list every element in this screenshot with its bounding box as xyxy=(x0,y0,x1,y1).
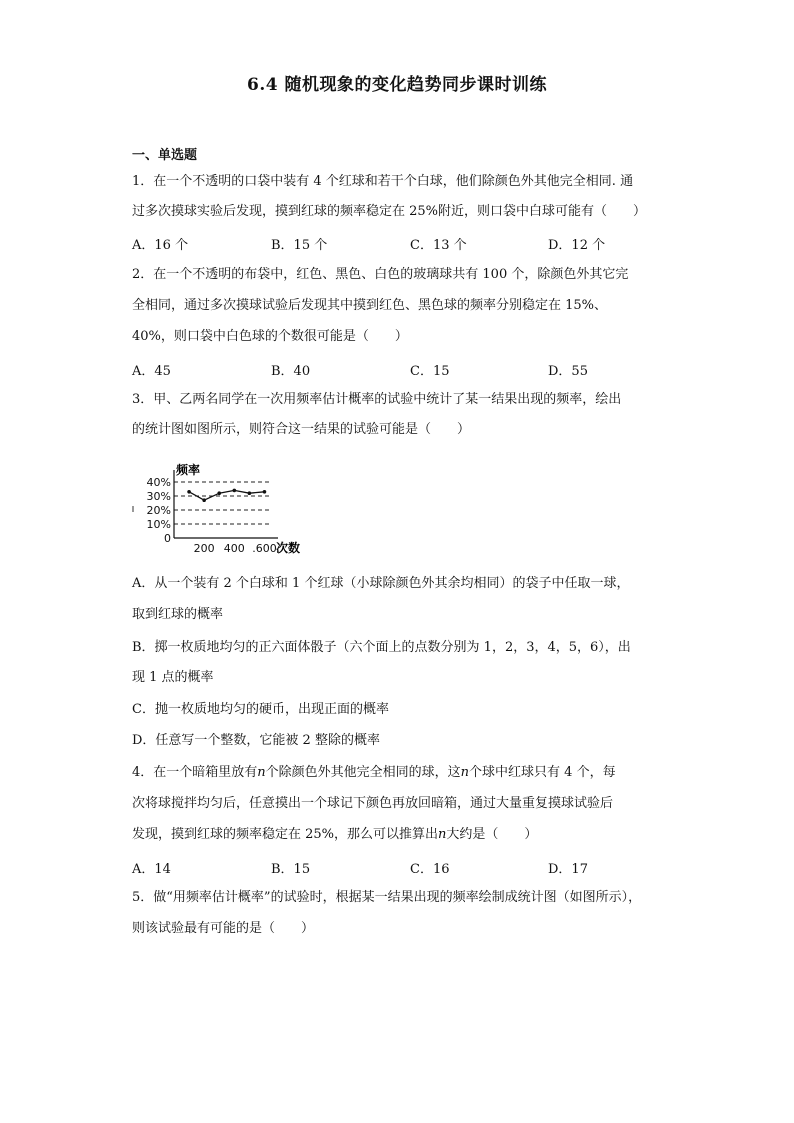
q3-option-a-line-2: 取到红球的概率 xyxy=(132,607,224,622)
q1-option-d[interactable]: D．12 个 xyxy=(548,238,606,253)
q4-line-3 xyxy=(132,825,672,845)
q2-option-d[interactable]: D．55 xyxy=(548,364,588,379)
q3-option-d[interactable]: D．任意写一个整数，它能被 2 整除的概率 xyxy=(132,733,380,748)
q2-option-c[interactable]: C．15 xyxy=(410,364,450,379)
data-point xyxy=(263,490,267,494)
q1-option-c[interactable]: C．13 个 xyxy=(410,238,467,253)
series-line xyxy=(189,490,264,500)
q4-variable-n-3: n xyxy=(438,827,447,842)
q4-option-c[interactable]: C．16 xyxy=(410,862,450,877)
x-tick-label: 200 xyxy=(193,542,215,555)
q3-line-1: 3．甲、乙两名同学在一次用频率估计概率的试验中统计了某一结果出现的频率，绘出 xyxy=(132,392,622,407)
chart-y-ticks xyxy=(147,476,171,545)
page-title: 6.4 随机现象的变化趋势同步课时训练 xyxy=(247,75,547,95)
data-point xyxy=(248,491,252,495)
chart-x-label: 次数 xyxy=(276,541,301,555)
q5-line-1: 5．做“用频率估计概率”的试验时，根据某一结果出现的频率绘制成统计图（如图所示）， xyxy=(132,890,642,905)
q4-variable-n: n xyxy=(257,765,266,780)
q2-line-2: 全相同，通过多次摸球试验后发现其中摸到红色、黑色球的频率分别稳定在 15%、 xyxy=(132,298,608,313)
data-point xyxy=(233,489,237,493)
q2-line-1: 2．在一个不透明的布袋中，红色、黑色、白色的玻璃球共有 100 个，除颜色外其它完 xyxy=(132,267,629,282)
q3-option-c[interactable]: C．抛一枚质地均匀的硬币，出现正面的概率 xyxy=(132,702,389,717)
section-heading: 一、单选题 xyxy=(132,148,198,163)
chart-x-ticks xyxy=(194,542,277,555)
q3-line-2: 的统计图如图所示，则符合这一结果的试验可能是（ ） xyxy=(132,422,471,437)
chart-grid xyxy=(174,482,272,524)
y-tick-label: 20% xyxy=(146,504,171,517)
q4-option-b[interactable]: B．15 xyxy=(271,862,311,877)
data-point xyxy=(187,490,191,494)
q3-option-b-line-2: 现 1 点的概率 xyxy=(132,670,214,685)
q4-option-d[interactable]: D．17 xyxy=(548,862,588,877)
q5-line-2: 则该试验最有可能的是（ ） xyxy=(132,921,315,936)
q4-line-1-post: 个除颜色外其他完全相同的球，这 xyxy=(265,765,461,780)
q4-variable-n-2: n xyxy=(460,765,470,780)
q4-line-1 xyxy=(132,763,672,783)
q4-line-3-pre: 发现，摸到红球的频率稳定在 25%，那么可以推算出 xyxy=(132,827,439,842)
x-tick-label: 400 xyxy=(223,542,245,555)
q3-option-b-line-1[interactable]: B．掷一枚质地均匀的正六面体骰子（六个面上的点数分别为 1，2，3，4，5，6），出 xyxy=(132,640,631,655)
q1-line-1: 1．在一个不透明的口袋中装有 4 个红球和若干个白球，他们除颜色外其他完全相同. 通 xyxy=(132,174,634,189)
q2-line-3: 40%，则口袋中白色球的个数很可能是（ ） xyxy=(132,329,408,344)
y-tick-label: 30% xyxy=(146,490,171,503)
y-tick-label: 40% xyxy=(146,476,171,489)
data-point xyxy=(202,498,206,502)
chart-series xyxy=(187,489,266,502)
q4-line-2: 次将球搅拌均匀后，任意摸出一个球记下颜色再放回暗箱，通过大量重复摸球试验后 xyxy=(132,796,614,811)
q1-line-2: 过多次摸球实验后发现，摸到红球的频率稳定在 25%附近，则口袋中白球可能有（ ） xyxy=(132,204,647,219)
q1-option-a[interactable]: A．16 个 xyxy=(132,238,189,253)
q2-option-a[interactable]: A．45 xyxy=(132,364,171,379)
q4-line-3-post: 大约是（ ） xyxy=(446,827,538,842)
q1-option-b[interactable]: B．15 个 xyxy=(271,238,328,253)
q4-line-1-post2: 个球中红球只有 4 个，每 xyxy=(469,765,616,780)
y-tick-label: 10% xyxy=(146,518,171,531)
frequency-line-chart xyxy=(130,462,310,562)
q2-option-b[interactable]: B．40 xyxy=(271,364,311,379)
q3-option-a-line-1[interactable]: A．从一个装有 2 个白球和 1 个红球（小球除颜色外其余均相同）的袋子中任取一球， xyxy=(132,576,630,591)
q4-line-1-pre: 4．在一个暗箱里放有 xyxy=(132,765,258,780)
data-point xyxy=(217,491,221,495)
q4-option-a[interactable]: A．14 xyxy=(132,862,171,877)
x-tick-label: .600 xyxy=(252,542,277,555)
y-tick-label: 0 xyxy=(164,532,171,545)
chart-y-label: 频率 xyxy=(176,463,201,477)
